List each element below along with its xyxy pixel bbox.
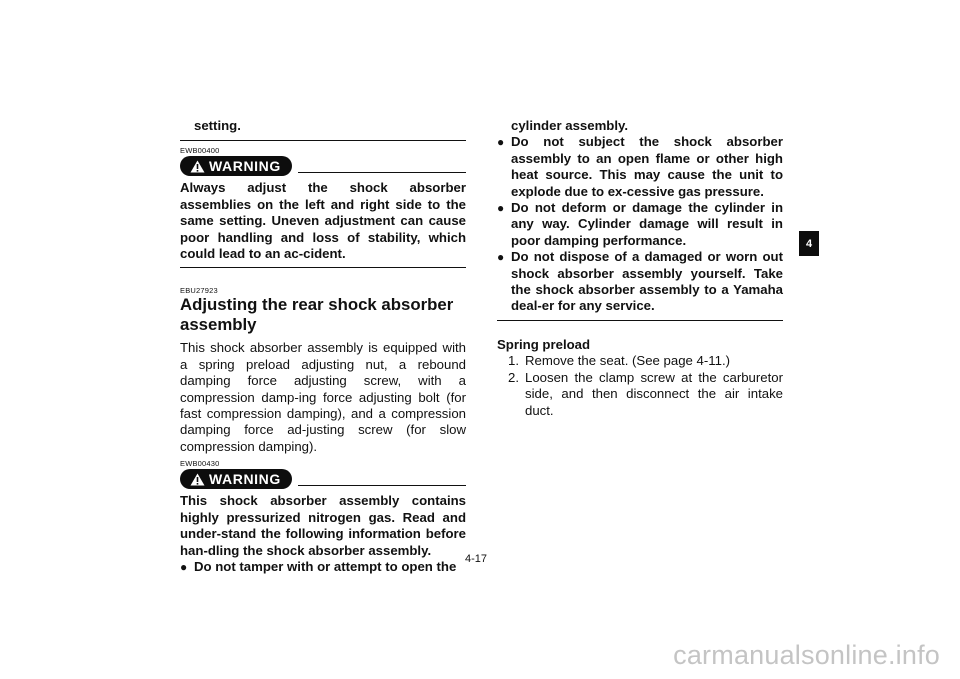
bullet-continuation: cylinder assembly. xyxy=(511,118,629,133)
warning-rule xyxy=(298,485,466,486)
divider xyxy=(180,267,466,268)
warning-label: WARNING xyxy=(209,158,281,175)
setting-continuation: setting. xyxy=(194,118,241,133)
warning-badge xyxy=(180,156,292,176)
warning-header xyxy=(180,469,466,489)
section-code: EBU27923 xyxy=(180,286,218,296)
section-body: This shock absorber assembly is equipped with a spring preload adjusting nut, a rebound damping force adjusting screw, with a compression damp-ing force adjusting bolt (for fast compression damping), and a compression damping force ad-justing screw (for slow compression damping). xyxy=(180,340,466,454)
warning-triangle-icon xyxy=(190,160,205,173)
warning-triangle-icon xyxy=(190,473,205,486)
step-text: Loosen the clamp screw at the carburetor side, and then disconnect the air intake duct. xyxy=(525,369,783,418)
bullet-icon: ● xyxy=(180,559,188,574)
chapter-tab: 4 xyxy=(799,231,819,256)
warning-code: EWB00430 xyxy=(180,459,220,469)
watermark: carmanualsonline.info xyxy=(673,640,940,670)
bullet-text: Do not tamper with or attempt to open the xyxy=(194,558,457,574)
divider xyxy=(497,320,783,321)
bullet-icon: ● xyxy=(497,201,505,216)
divider xyxy=(180,140,466,141)
step-text: Remove the seat. (See page 4-11.) xyxy=(525,353,731,369)
warning-code: EWB00400 xyxy=(180,146,220,156)
subsection-title: Spring preload xyxy=(497,336,591,352)
section-heading: Adjusting the rear shock absorber assembly xyxy=(180,295,454,335)
warning-text: This shock absorber assembly contains highly pressurized nitrogen gas. Read and under-stand the following information before han-dling the shock absorber assembly. xyxy=(180,493,466,558)
page-number: 4-17 xyxy=(465,553,488,565)
step-number: 2. xyxy=(508,369,519,385)
left-column xyxy=(180,118,466,575)
warning-bullet xyxy=(497,200,783,249)
step-item xyxy=(497,370,783,419)
step-item xyxy=(497,353,783,369)
bullet-text: Do not subject the shock absorber assembly to an open flame or other high heat source. This may cause the unit to explode due to ex-cessive gas pressure. xyxy=(511,134,783,199)
bullet-icon: ● xyxy=(497,250,505,265)
warning-bullet xyxy=(180,559,466,575)
warning-rule xyxy=(298,172,466,173)
warning-label: WARNING xyxy=(209,471,281,488)
warning-text: Always adjust the shock absorber assemblies on the left and right side to the same setting. Uneven adjustment can cause poor handling and loss of stability, which could lead to an ac-cident. xyxy=(180,180,466,262)
warning-bullet xyxy=(497,249,783,315)
warning-header xyxy=(180,156,466,176)
warning-badge xyxy=(180,469,292,489)
warning-bullet xyxy=(497,134,783,200)
bullet-text: Do not deform or damage the cylinder in any way. Cylinder damage will result in poor damping performance. xyxy=(511,200,783,248)
bullet-text: Do not dispose of a damaged or worn out shock absorber assembly yourself. Take the shock absorber assembly to a Yamaha deal-er for any service. xyxy=(511,249,783,314)
step-number: 1. xyxy=(508,353,519,369)
bullet-icon: ● xyxy=(497,135,505,150)
right-column xyxy=(497,118,783,419)
